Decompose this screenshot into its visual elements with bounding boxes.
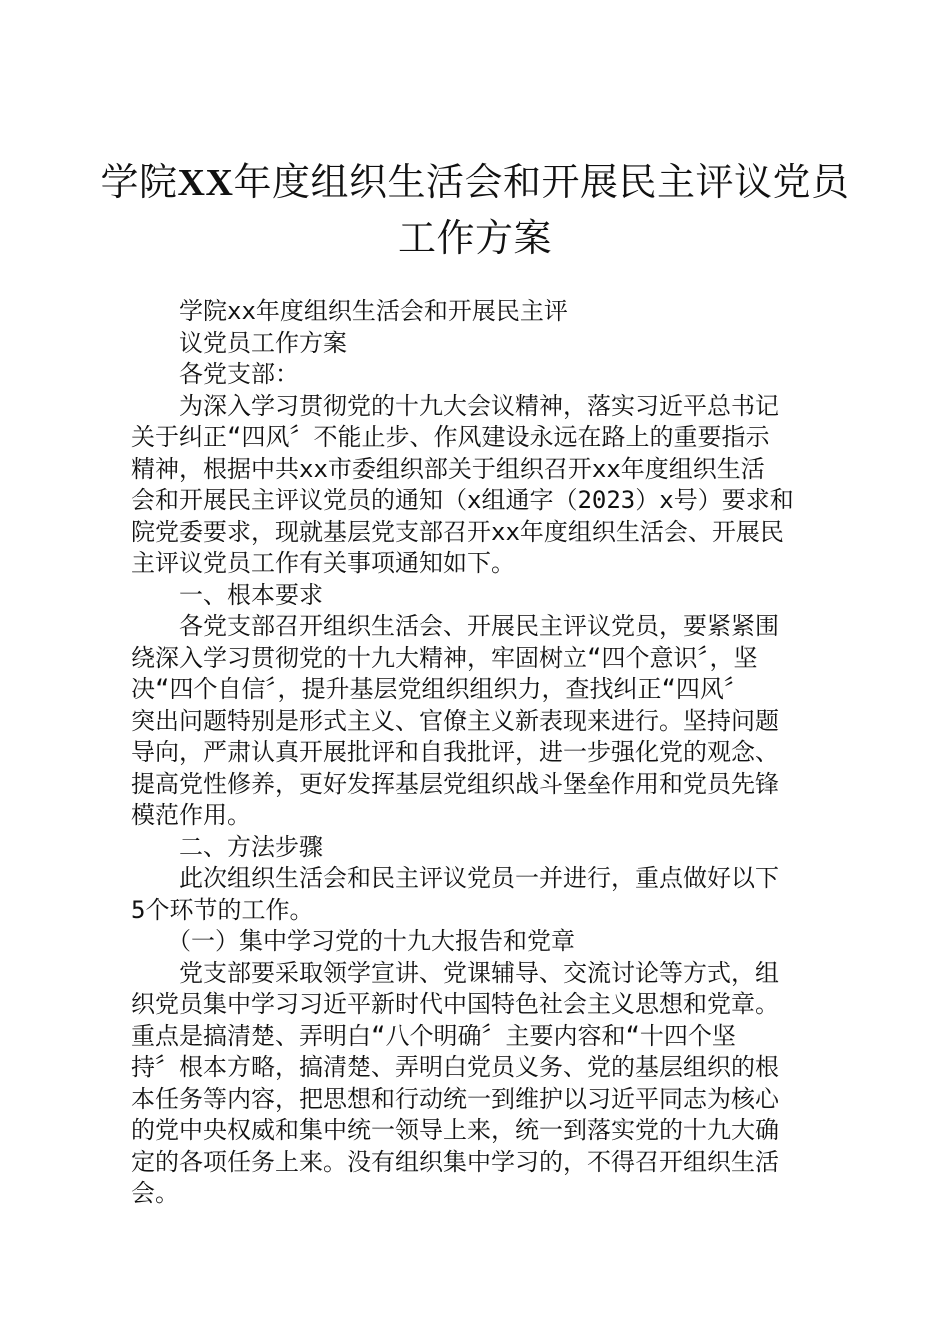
paragraph-line: 为深入学习贯彻党的十九大会议精神，落实习近平总书记 [179, 391, 779, 420]
paragraph-line: 持〞根本方略，搞清楚、弄明白党员义务、党的基层组织的根 [131, 1053, 779, 1081]
subtitle-line-2: 议党员工作方案 [179, 328, 347, 357]
paragraph-line: 提高党性修养，更好发挥基层党组织战斗堡垒作用和党员先锋 [131, 769, 779, 798]
paragraph-line: 导向，严肃认真开展批评和自我批评，进一步强化党的观念、 [131, 738, 779, 766]
paragraph-line: 本任务等内容，把思想和行动统一到维护以习近平同志为核心 [131, 1084, 779, 1113]
paragraph-line: 精神，根据中共xx市委组织部关于组织召开xx年度组织生活 [131, 454, 765, 483]
paragraph-line: 会。 [131, 1179, 179, 1207]
document-body [131, 296, 829, 1210]
paragraph-line: 重点是搞清楚、弄明白“八个明确〞主要内容和“十四个坚 [131, 1021, 736, 1050]
document-title-line-2: 工作方案 [397, 216, 552, 260]
paragraph-line: 决“四个自信〞，提升基层党组织组织力，查找纠正“四风〞 [131, 675, 748, 703]
subsection-heading-1: （一）集中学习党的十九大报告和党章 [167, 927, 575, 955]
paragraph-line: 主评议党员工作有关事项通知如下。 [131, 549, 515, 577]
paragraph-line: 模范作用。 [131, 801, 251, 829]
title-year-placeholder: XX [177, 162, 234, 204]
paragraph-line: 各党支部召开组织生活会、开展民主评议党员，要紧紧围 [179, 612, 779, 640]
paragraph-line: 定的各项任务上来。没有组织集中学习的，不得召开组织生活 [131, 1147, 779, 1176]
paragraph-line: 突出问题特别是形式主义、官僚主义新表现来进行。坚持问题 [131, 706, 779, 735]
section-heading-1: 一、根本要求 [179, 580, 323, 609]
section-heading-2: 二、方法步骤 [179, 832, 323, 861]
subtitle-line-1: 学院xx年度组织生活会和开展民主评 [179, 297, 568, 325]
paragraph-line: 绕深入学习贯彻党的十九大精神，牢固树立“四个意识〞，坚 [131, 643, 758, 672]
paragraph-line: 5个环节的工作。 [131, 895, 314, 924]
paragraph-line: 此次组织生活会和民主评议党员一并进行，重点做好以下 [179, 864, 779, 892]
paragraph-line: 院党委要求，现就基层党支部召开xx年度组织生活会、开展民 [131, 517, 784, 546]
paragraph-line: 党支部要采取领学宣讲、党课辅导、交流讨论等方式，组 [179, 958, 779, 987]
document-title-line-1 [60, 156, 890, 209]
paragraph-line: 会和开展民主评议党员的通知（x组通字（2023）x号）要求和 [131, 486, 794, 514]
salutation: 各党支部： [179, 360, 299, 388]
paragraph-line: 的党中央权威和集中统一领导上来，统一到落实党的十九大确 [131, 1116, 779, 1144]
paragraph-line: 织党员集中学习习近平新时代中国特色社会主义思想和党章。 [131, 990, 779, 1018]
title-prefix: 学院 [100, 160, 178, 204]
title-suffix: 年度组织生活会和开展民主评议党员 [233, 160, 850, 204]
paragraph-line: 关于纠正“四风〞不能止步、作风建设永远在路上的重要指示 [131, 423, 770, 451]
